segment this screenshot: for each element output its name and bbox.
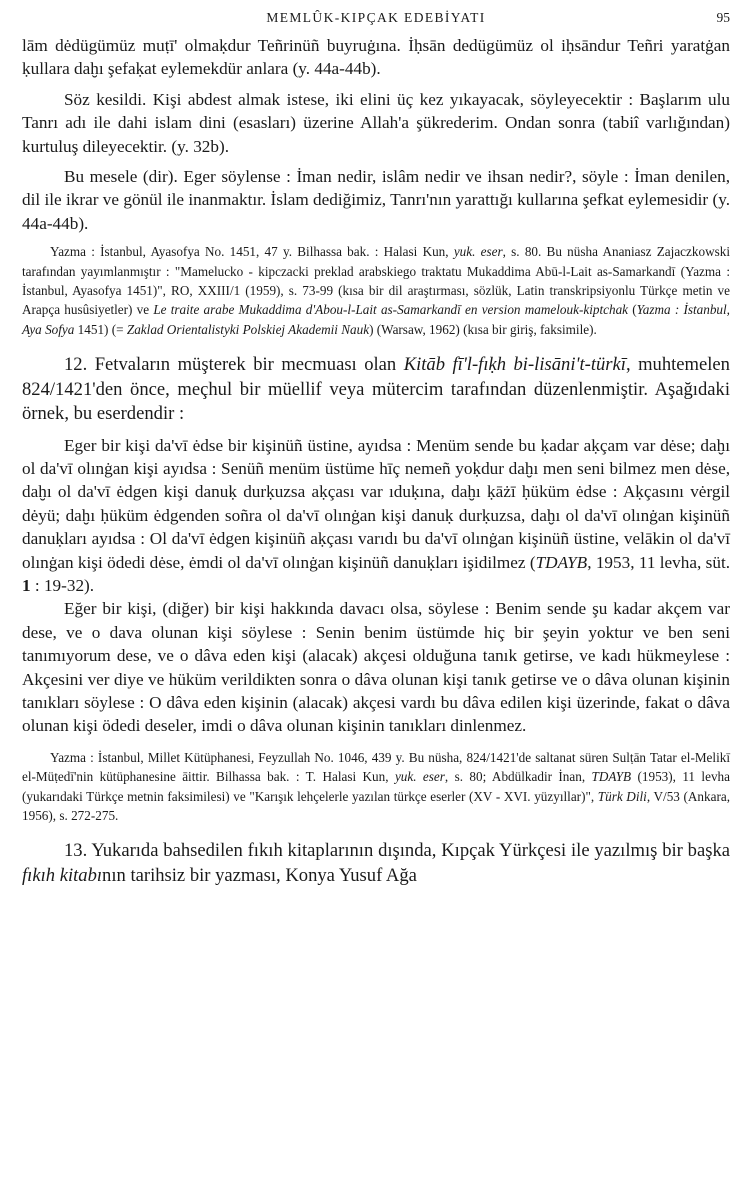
running-title: MEMLÛK-KIPÇAK EDEBİYATI	[266, 10, 486, 25]
body-paragraph	[22, 597, 730, 737]
italic-text: Türk Dili	[597, 788, 647, 804]
italic-text: TDAYB	[535, 552, 588, 572]
text-run: Eğer bir kişi, (diğer) bir kişi hakkında davacı olsa, söylese : Benim sende şu kadar akçem var dese, ve o dava olunan kişi söylese : Senin benim üstümde hiç bir şeyin yoktur ve ben seni tanımıyorum dese, ve o dâva eden kişi (alacak) akçesi olduğuna tanık getirse, ve kadı hükmeylese : Akçesini ver diye ve hüküm verildikten sonra o dâva olunan kişi tanık getirse ve o dâva olunan kişinin tanıkları söylese : O dâva eden kişinin (alacak) akçesi vardı bu dâva edilen kişi üzerinde, fakat o dâva olunan kişi ödedi deseler, imdi o dâva olunan kişinin tanıkları dinlenmez.	[22, 599, 730, 736]
text-run: Bu mesele (dir). Eger söylense : İman nedir, islâm nedir ve ihsan nedir?, söyle : İman denilen, dil ile ikrar ve gönül ile inanmaktır. İslam dediğimiz, Tanrı'nın yarattığı kullarına şefkat eylemesidir (y. 44a-44b).	[22, 167, 730, 233]
bold-text: 1	[22, 575, 31, 595]
text-run: : 19-32).	[30, 575, 95, 595]
text-run: (1953), 11 levha (yukarıdaki Türkçe metnin faksimilesi) ve "Karışık lehçelerle yazılan türkçe eserler (XV - XVI. yüzyıllar)",	[22, 769, 730, 804]
italic-text: Le traite arabe Mukaddima d'Abou-l-Lait as-Samarkandī en version mamelouk-kiptchak	[153, 302, 629, 318]
italic-text: yuk. eser	[394, 769, 445, 785]
italic-text: Yazma : İstanbul, Aya Sofya	[22, 302, 730, 337]
page-number: 95	[716, 10, 730, 25]
text-run: , s. 80. Bu nüsha Ananiasz Zajaczkowski tarafından yayımlanmıştır : "Mameluсko - kipczacki preklad arabskiego traktatu Mukaddima Abū-l-Lait as-Samarkandī (Yazma : İstanbul, Ayasofya 1451)", RO, XXIII/1 (1959), s. 73-99 (kısa bir dil araştırması, sözlük, Latin transkripsiyonlu Türkçe metin ve Arapça husûsiyetler) ve	[22, 244, 730, 318]
text-run: Yazma : İstanbul, Millet Kütüphanesi, Feyzullah No. 1046, 439 y. Bu nüsha, 824/1421'de saltanat süren Sulṭān Tatar el-Melikī el-Müṭedī'nin kütüphanesine āittir. Bilhassa bak. : T. Halasi Kun,	[22, 749, 730, 785]
body-paragraph	[22, 165, 730, 235]
text-run: , V/53 (Ankara, 1956), s. 272-275.	[22, 788, 730, 823]
italic-text: Kitāb fī'l-fıḳh bi-lisāni't-türkī	[403, 354, 626, 376]
text-run: Söz kesildi. Kişi abdest almak istese, iki elini üç kez yıkayacak, söyleyecektir : Başlarım ulu Tanrı adı ile dahi islam dini (esasları) üzerine Allah'a şükrederim. Ondan sonra (tabiî varlığından) kurtuluş dileyecektir. (y. 32b).	[22, 89, 730, 156]
text-run: Yazma : İstanbul, Ayasofya No. 1451, 47 y. Bilhassa bak. : Halasi Kun,	[50, 244, 454, 260]
text-run: 12. Fetvaların müşterek bir mecmuası olan	[64, 354, 404, 376]
running-header	[22, 10, 730, 34]
italic-text: Zaklad Orientalistyki Polskiej Akademii Nauk	[126, 321, 370, 337]
italic-text: fıkıh kitabı	[22, 864, 103, 886]
text-run: lām dėdügümüz muṭī' olmaḳdur Teñrinüñ buyruġına. İḥsān dedügümüz ol iḥsāndur Teñri yaratġan ḳullara daḫı şefaḳat eylemekdür anlara (y. 44a-44b).	[22, 36, 730, 79]
section-paragraph	[22, 353, 730, 426]
text-run: nın tarihsiz bir yazması, Konya Yusuf Ağa	[102, 864, 417, 886]
page-content	[22, 34, 730, 888]
text-run: ) (Warsaw, 1962) (kısa bir giriş, faksimile).	[369, 321, 597, 337]
footnote-paragraph	[22, 242, 730, 339]
page	[22, 10, 730, 888]
italic-text: TDAYB	[591, 769, 632, 785]
text-run: (	[628, 302, 637, 318]
text-run: , 1953, 11 levha, süt.	[587, 552, 731, 572]
text-run: 13. Yukarıda bahsedilen fıkıh kitaplarının dışında, Kıpçak Yürkçesi ile yazılmış bir başka	[64, 840, 730, 862]
body-paragraph	[22, 434, 730, 598]
text-run: , muhtemelen 824/1421'den önce, meçhul bir müellif veya mütercim tarafından düzenlenmiştir. Aşağıdaki örnek, bu eserdendir :	[22, 354, 730, 425]
body-paragraph	[22, 88, 730, 158]
text-run: , s. 80; Abdülkadir İnan,	[444, 769, 592, 785]
text-run: Eger bir kişi da'vī ėdse bir kişinüñ üstine, ayıdsa : Menüm sende bu ḳadar aḳçam var dėse; daḫı ol da'vī olınġan kişi ayıdsa : Senüñ menüm üstüme hīç nemeñ yoḳdur daḫı men seni bilmez men dėse, daḫı ol da'vī ėdgen kişi danuḳ durḳuzsa aḳçası var ıduḳına, daḫı ḳāżī ḥüküm ėdse : Aḳçasını vėrgil dėyü; daḫı ḥüküm ėdgenden soñra ol da'vī olınġan kişi danuḳ durḳuzsa, daḫı ol da'vī olınġan kişinüñ danuḳları ayıdsa : Ol da'vī ėdgen kişinüñ aḳçası varıdı bu da'vī olınġan kişinüñ üstine, velākin ol da'vī olınġan kişi ödedi dėse, ėmdi ol da'vī olınġan kişinüñ danuḳları işidilmez (	[22, 435, 730, 572]
footnote-paragraph	[22, 748, 730, 826]
body-paragraph	[22, 34, 730, 81]
text-run: 1451) (=	[74, 321, 127, 337]
italic-text: yuk. eser	[453, 244, 503, 260]
section-paragraph	[22, 839, 730, 888]
